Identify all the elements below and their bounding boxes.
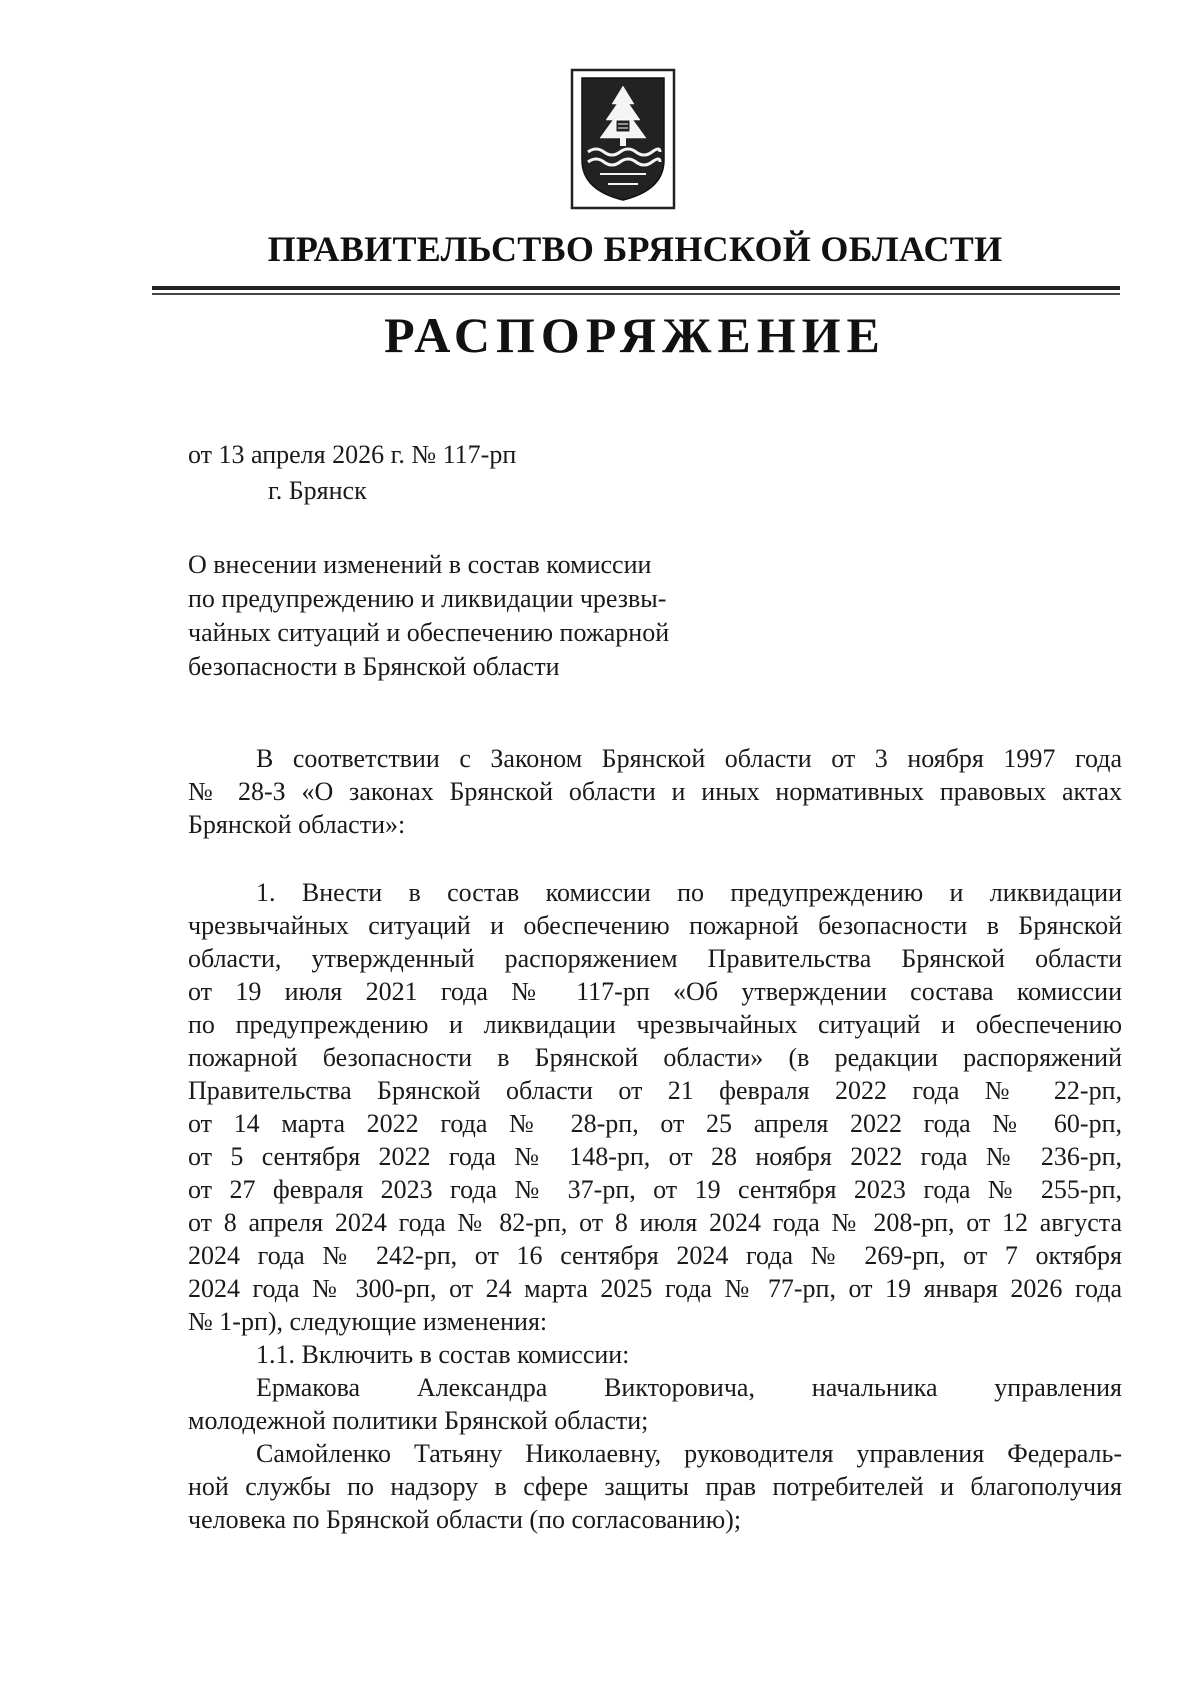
member-entry-line: человека по Брянской области (по согласованию); xyxy=(188,1505,742,1534)
member-entry-line: ной службы по надзору в сфере защиты прав потребителей и благополучия xyxy=(188,1472,1122,1501)
clause-1 xyxy=(188,876,1122,1536)
preamble-line: № 28-З «О законах Брянской области и иных нормативных правовых актах xyxy=(188,777,1122,806)
clause-line: области, утвержденный распоряжением Правительства Брянской области xyxy=(188,944,1122,973)
subject-line: чайных ситуаций и обеспечению пожарной xyxy=(188,618,670,647)
clause-line: по предупреждению и ликвидации чрезвычайных ситуаций и обеспечению xyxy=(188,1010,1122,1039)
government-title: ПРАВИТЕЛЬСТВО БРЯНСКОЙ ОБЛАСТИ xyxy=(267,229,1003,269)
member-entry-line: Ермакова Александра Викторовича, начальника управления xyxy=(256,1373,1122,1402)
clause-line: от 5 сентября 2022 года № 148-рп, от 28 ноября 2022 года № 236-рп, xyxy=(188,1142,1122,1171)
clause-line: 2024 года № 242-рп, от 16 сентября 2024 года № 269-рп, от 7 октября xyxy=(188,1241,1122,1270)
coat-of-arms-icon xyxy=(570,68,676,210)
subject-line: безопасности в Брянской области xyxy=(188,652,560,681)
document-subject xyxy=(188,548,728,684)
subject-line: О внесении изменений в состав комиссии xyxy=(188,550,652,579)
member-entry-line: молодежной политики Брянской области; xyxy=(188,1406,649,1435)
clause-line: № 1-рп), следующие изменения: xyxy=(188,1307,548,1336)
subject-line: по предупреждению и ликвидации чрезвы- xyxy=(188,584,667,613)
member-entry-line: Самойленко Татьяну Николаевну, руководителя управления Федераль- xyxy=(256,1439,1122,1468)
document-date-number: от 13 апреля 2026 г. № 117-рп xyxy=(188,440,517,469)
clause-line: от 19 июля 2021 года № 117-рп «Об утверждении состава комиссии xyxy=(188,977,1122,1006)
document-city: г. Брянск xyxy=(268,476,367,505)
preamble-line: В соответствии с Законом Брянской области от 3 ноября 1997 года xyxy=(256,744,1122,773)
preamble-line: Брянской области»: xyxy=(188,810,406,839)
clause-line: Правительства Брянской области от 21 февраля 2022 года № 22-рп, xyxy=(188,1076,1122,1105)
subclause-1-1-heading: 1.1. Включить в состав комиссии: xyxy=(256,1340,630,1369)
clause-line: от 14 марта 2022 года № 28-рп, от 25 апреля 2022 года № 60-рп, xyxy=(188,1109,1122,1138)
header-divider-thin xyxy=(152,293,1120,295)
preamble-paragraph xyxy=(188,742,1122,841)
clause-line: от 27 февраля 2023 года № 37-рп, от 19 сентября 2023 года № 255-рп, xyxy=(188,1175,1122,1204)
clause-line: 1. Внести в состав комиссии по предупреждению и ликвидации xyxy=(256,878,1122,907)
document-type-title: РАСПОРЯЖЕНИЕ xyxy=(384,307,886,363)
clause-line: 2024 года № 300-рп, от 24 марта 2025 года № 77-рп, от 19 января 2026 года xyxy=(188,1274,1122,1303)
header-divider-thick xyxy=(152,286,1120,290)
clause-line: пожарной безопасности в Брянской области» (в редакции распоряжений xyxy=(188,1043,1122,1072)
clause-line: от 8 апреля 2024 года № 82-рп, от 8 июля 2024 года № 208-рп, от 12 августа xyxy=(188,1208,1122,1237)
clause-line: чрезвычайных ситуаций и обеспечению пожарной безопасности в Брянской xyxy=(188,911,1122,940)
